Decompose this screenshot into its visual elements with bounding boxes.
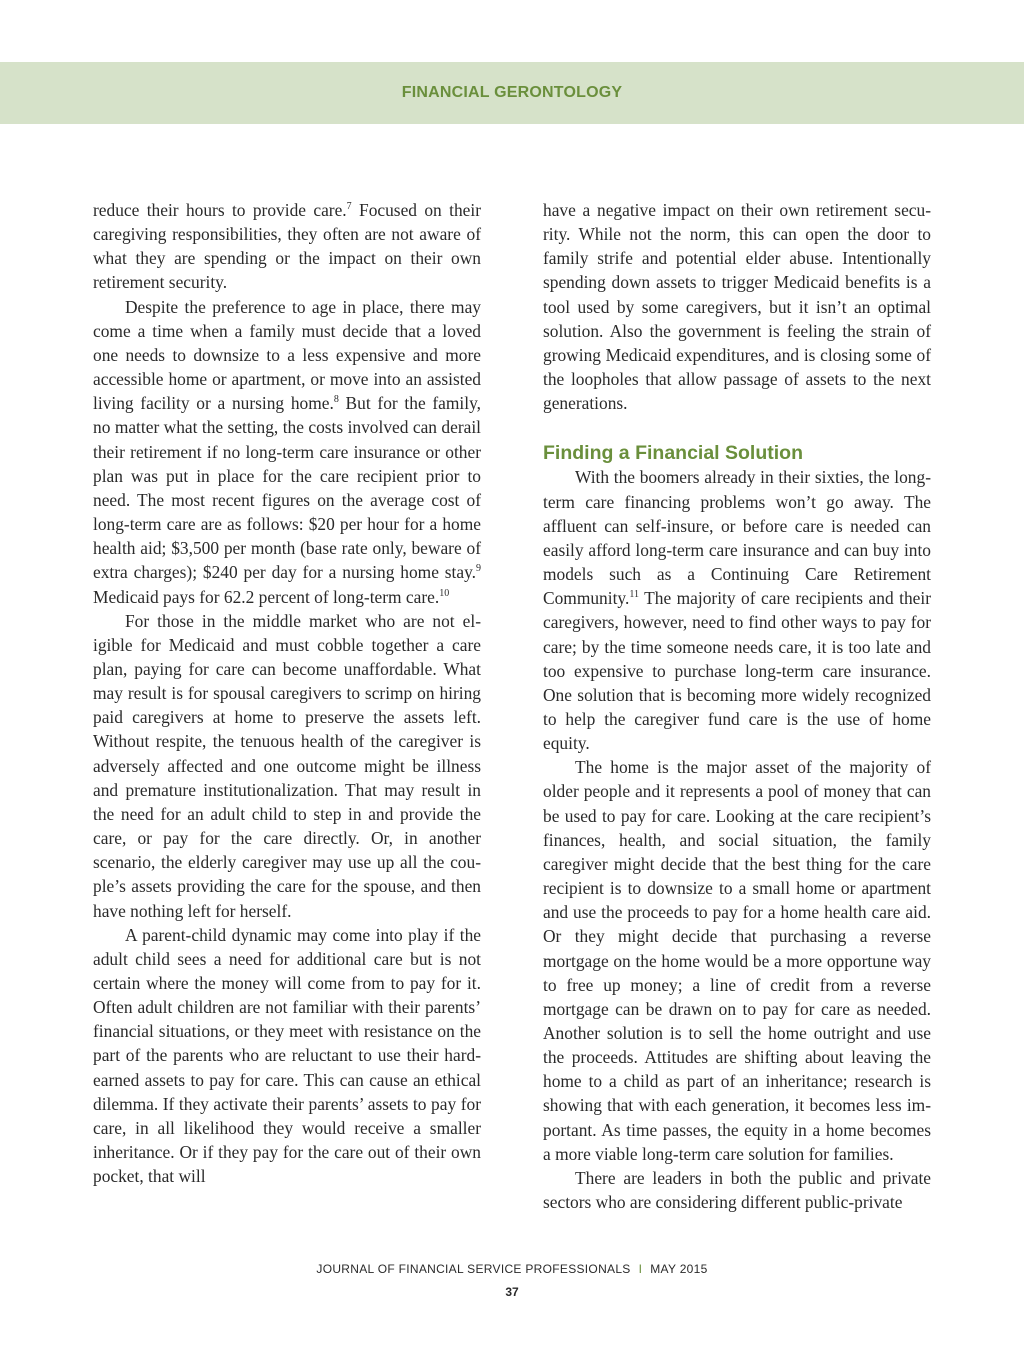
text-run: But for the family, no matter what the setting, the costs involved can derail their retirement if no long-term care insurance or other plan was put in place for the care recipient prior to need. The most recent figures on the average cost of long-term care are as follows: $20 per hour for a home health aid; $3,500 per month (base rate only, beware of extra charges); $240 per day for a nursing home stay. <box>93 393 481 583</box>
running-footer <box>0 1262 1024 1276</box>
footnote-marker: 8 <box>333 394 339 406</box>
footnote-marker: 11 <box>629 589 639 601</box>
text-run: Despite the preference to age in place, there may come a time when a family must decide that a loved one needs to downsize to a less expensive and more accessible home or apartment, or move into an assisted living facility or a nursing home. <box>93 296 481 414</box>
text-run: reduce their hours to provide care. <box>93 200 347 220</box>
page-number: 37 <box>505 1285 519 1299</box>
running-header-title: FINANCIAL GERONTOLOGY <box>401 84 623 101</box>
left-column <box>93 198 481 1188</box>
footnote-marker: 9 <box>476 563 481 575</box>
text-run: With the boomers already in their sixties, the long-term care financing problems won’t go away. The affluent can self-insure, or before care is needed can easily afford long-term care insurance and can buy into models such as a Continuing Care Retirement Community. <box>543 467 931 609</box>
paragraph <box>93 198 481 295</box>
text-run: Medicaid pays for 62.2 percent of long-term care. <box>93 586 440 607</box>
footnote-marker: 7 <box>346 201 352 213</box>
section-heading: Finding a Financial Solution <box>543 442 803 465</box>
right-column <box>543 198 931 1214</box>
running-header <box>0 62 1024 124</box>
text-run: Focused on their caregiving responsibilities, they often are not aware of what they are spending or the impact on their own retirement security. <box>93 200 481 293</box>
paragraph: There are leaders in both the public and private sectors who are considering different public-private <box>543 1167 931 1213</box>
paragraph <box>543 465 931 755</box>
text-run: The majority of care recipients and their caregivers, however, need to find other ways to pay for care; by the time someone needs care, it is too late and too expensive to purchase long-term care insurance. One solution that is becoming more widely recognized to help the caregiver fund care is the use of home equity. <box>543 588 931 754</box>
paragraph: have a negative impact on their own retirement security. While not the norm, this can open the door to family strife and potential elder abuse. Intentionally spending down assets to trigger Medicaid benefits is a tool used by some caregivers, but it isn’t an optimal solution. Also the government is feeling the strain of growing Medicaid expenditures, and is closing some of the loopholes that allow passage of assets to the next generations. <box>543 200 931 414</box>
footer-separator: I <box>638 1262 643 1276</box>
footnote-marker: 10 <box>439 587 450 599</box>
paragraph: For those in the middle market who are not eligible for Medicaid and must cobble together a care plan, paying for care can become unaffordable. What may result is for spousal caregivers to scrimp on hiring paid caregivers at home to preserve the assets left. Without respite, the tenuous health of the caregiver is adversely affected and one outcome might be illness and premature institutionalization. That may result in the need for an adult child to step in and provide the care, or pay for the care directly. Or, in another scenario, the elderly caregiver may use up all the couple’s assets providing the care for the spouse, and then have nothing left for herself. <box>93 610 481 921</box>
journal-name: JOURNAL OF FINANCIAL SERVICE PROFESSIONALS <box>316 1262 631 1276</box>
paragraph: A parent-child dynamic may come into play if the adult child sees a need for additional care but is not certain where the money will come from to pay for it. Often adult children are not familiar with their parents’ financial situations, or they meet with resistance on the part of the parents who are reluctant to use their hard-earned assets to pay for care. This can cause an ethical dilemma. If they activate their parents’ assets to pay for care, in all likelihood they would receive a smaller inheritance. Or if they pay for the care out of their own pocket, that will <box>93 924 481 1187</box>
issue-date: MAY 2015 <box>650 1262 708 1276</box>
paragraph <box>93 295 481 609</box>
paragraph: The home is the major asset of the majority of older people and it represents a pool of money that can be used to pay for care. Looking at the care recipient’s finances, health, and social situation, the family caregiver might decide that the best thing for the care recipient is to downsize to a small home or apartment and use the proceeds to pay for a home health care aid. Or they might decide that purchasing a reverse mortgage on the home would be a more opportune way to free up money; a line of credit from a reverse mortgage can be drawn on to pay for care as needed. Another solution is to sell the home outright and use the proceeds. Attitudes are shifting about leaving the home to a child as part of an inheritance; research is showing that with each generation, it becomes less important. As time passes, the equity in a home becomes a more viable long-term care solution for families. <box>543 757 931 1164</box>
